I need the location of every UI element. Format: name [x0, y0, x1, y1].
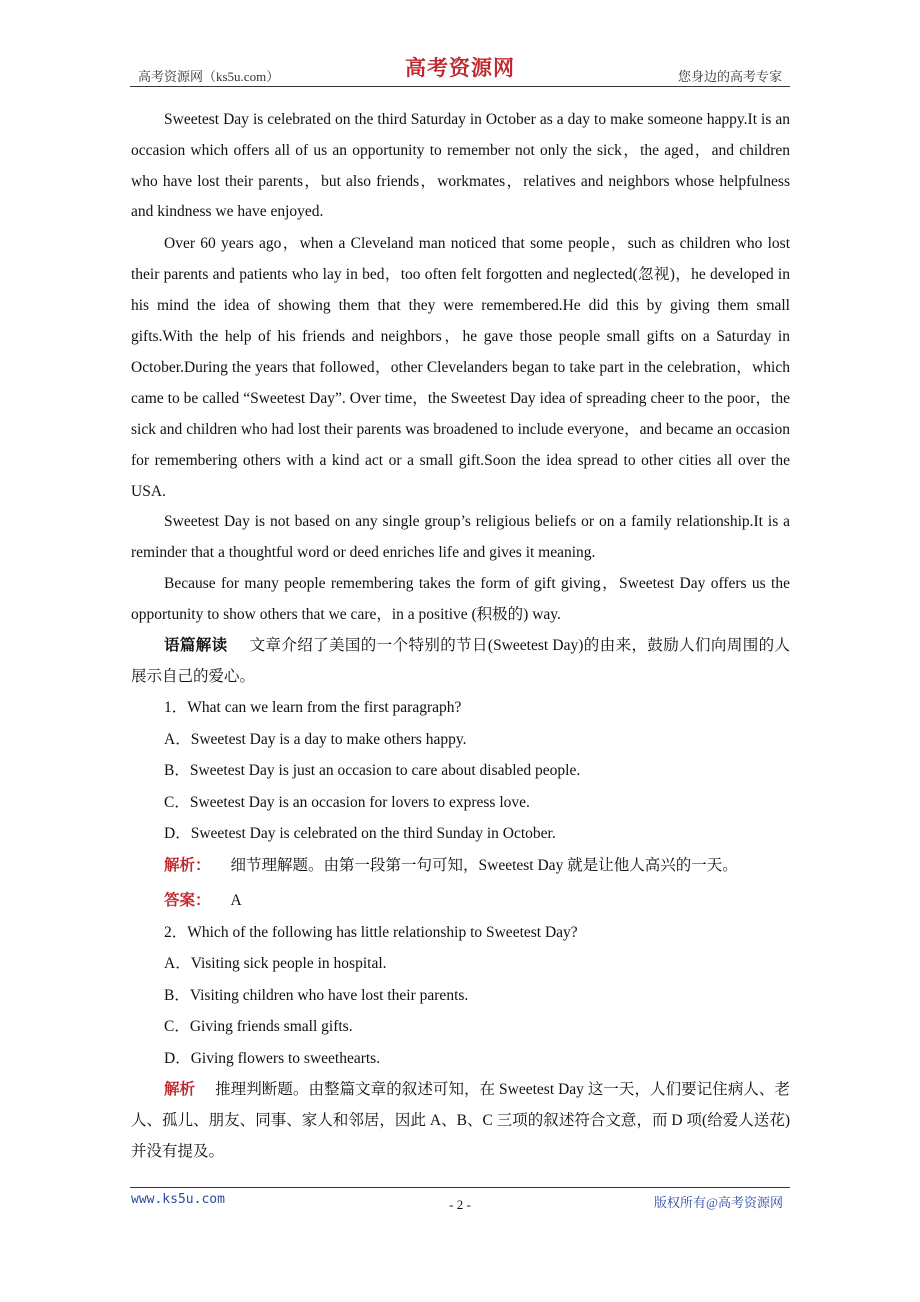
page-header [130, 58, 790, 86]
question-2: 2．Which of the following has little relationship to Sweetest Day? [164, 923, 578, 941]
q1-option-b: B．Sweetest Day is just an occasion to care about disabled people. [164, 762, 581, 780]
q1-answer-value: A [230, 892, 242, 910]
q1-option-d: D．Sweetest Day is celebrated on the third Sunday in October. [164, 825, 556, 843]
question-1: 1．What can we learn from the first paragraph? [164, 699, 462, 717]
q2-option-c: C．Giving friends small gifts. [164, 1018, 353, 1036]
passage-paragraph-4: Because for many people remembering takes the form of gift giving，Sweetest Day offers us the opportunity to show others that we care，in a positive (积极的) way. [131, 574, 790, 623]
passage-paragraph-2: Over 60 years ago，when a Cleveland man noticed that some people，such as children who lost their parents and patients who lay in bed，too often felt forgotten and neglected(忽视)，he developed in his mind the idea of showing them that they were remembered.He did this by giving them small gifts.With the help of his friends and neighbors，he gave those people small gifts on a Saturday in October.During the years that followed，other Clevelanders began to take part in the celebration，which came to be called “Sweetest Day”. Over time，the Sweetest Day idea of spreading cheer to the poor，the sick and children who had lost their parents was broadened to include everyone，and became an occasion for remembering others with a kind act or a small gift.Soon the idea spread to other cities all over the USA. [131, 235, 790, 501]
interpretation-block [131, 630, 790, 692]
interpretation-text: 文章介绍了美国的一个特别的节日(Sweetest Day)的由来，鼓励人们向周围的人展示自己的爱心。 [131, 637, 790, 686]
interpretation-label: 语篇解读 [164, 637, 228, 655]
q2-analysis-text: 推理判断题。由整篇文章的叙述可知，在 Sweetest Day 这一天，人们要记住病人、老人、孤儿、朋友、同事、家人和邻居，因此 A、B、C 三项的叙述符合文意，而 D 项(给爱人送花)并没有提及。 [131, 1081, 790, 1161]
q1-option-c: C．Sweetest Day is an occasion for lovers to express love. [164, 793, 530, 811]
q1-answer-label: 答案： [164, 892, 211, 910]
footer-site-link[interactable]: www.ks5u.com [131, 1192, 225, 1207]
header-slogan: 您身边的高考专家 [677, 69, 782, 84]
q1-analysis-text: 细节理解题。由第一段第一句可知，Sweetest Day 就是让他人高兴的一天。 [230, 856, 738, 874]
q2-analysis [131, 1074, 790, 1167]
q1-answer [131, 885, 790, 917]
header-divider [130, 86, 790, 87]
footer-copyright: 版权所有@高考资源网 [654, 1195, 783, 1210]
page-number: - 2 - [449, 1197, 471, 1212]
q2-option-b: B．Visiting children who have lost their parents. [164, 986, 469, 1004]
passage-paragraph-3: Sweetest Day is not based on any single group’s religious beliefs or on a family relationship.It is a reminder that a thoughtful word or deed enriches life and gives it meaning. [131, 513, 790, 561]
header-site-name: 高考资源网（ks5u.com） [138, 69, 280, 84]
q1-analysis [131, 850, 790, 882]
header-logo-text: 高考资源网 [405, 56, 515, 80]
main-content [131, 105, 790, 1167]
footer-divider [130, 1187, 790, 1188]
q2-option-d: D．Giving flowers to sweethearts. [164, 1049, 381, 1067]
q2-analysis-label: 解析 [164, 1081, 196, 1099]
q1-analysis-label: 解析： [164, 856, 211, 874]
passage-paragraph-1: Sweetest Day is celebrated on the third Saturday in October as a day to make someone happy.It is an occasion which offers all of us an opportunity to remember not only the sick，the aged，and children who have lost their parents，but also friends，workmates，relatives and neighbors whose helpfulness and kindness we have enjoyed. [131, 111, 790, 221]
q1-option-a: A．Sweetest Day is a day to make others happy. [164, 730, 467, 748]
q2-option-a: A．Visiting sick people in hospital. [164, 955, 387, 973]
